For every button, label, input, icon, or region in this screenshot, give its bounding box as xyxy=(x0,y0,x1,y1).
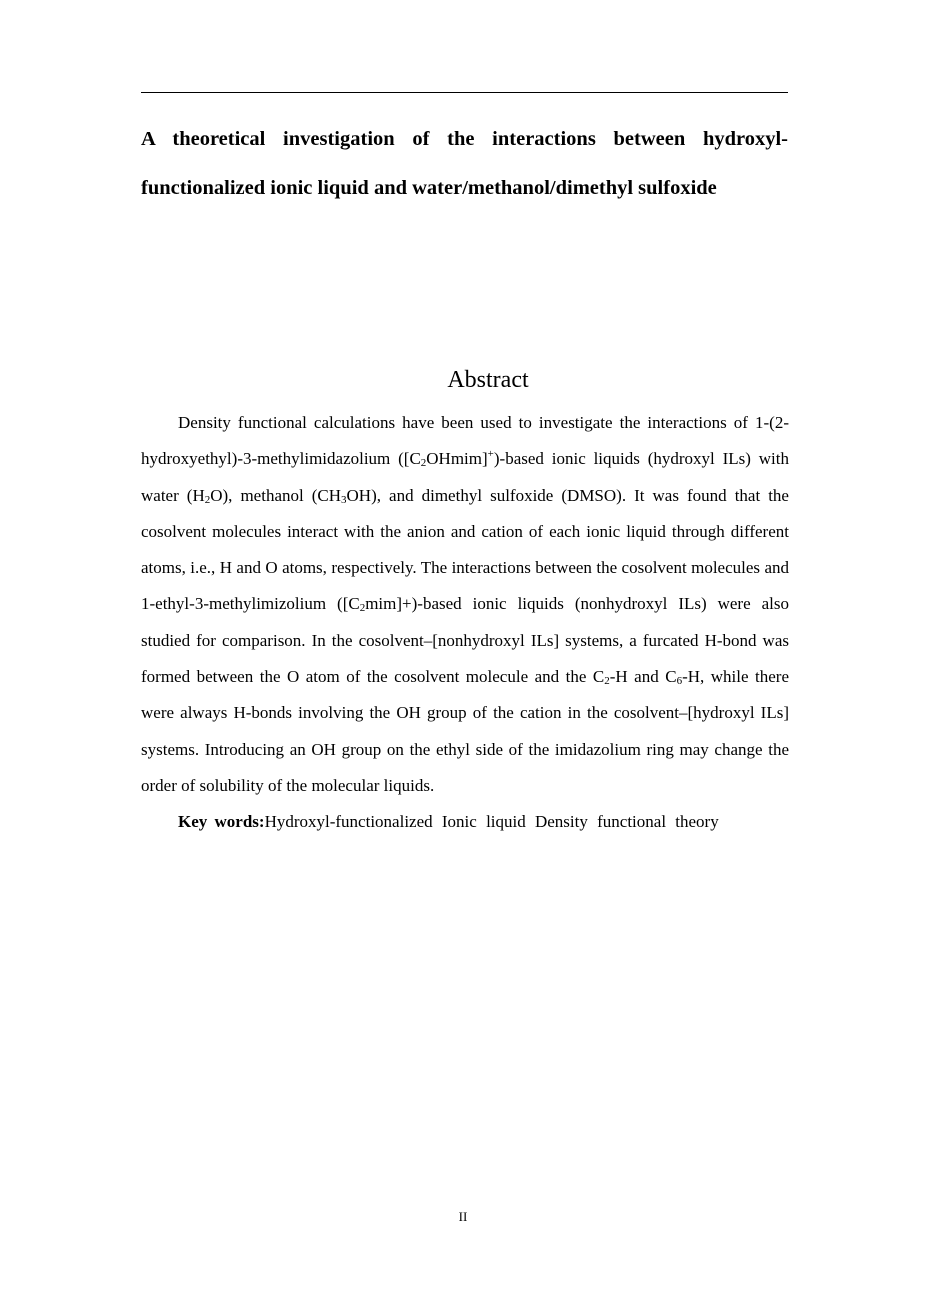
subscript: 6 xyxy=(676,675,683,688)
keywords-text: Hydroxyl-functionalized Ionic liquid Density functional theory xyxy=(264,812,719,832)
abstract-heading: Abstract xyxy=(447,367,529,393)
keywords-label: Key words: xyxy=(178,812,265,832)
page-number: II xyxy=(458,1209,468,1224)
abstract-text: OH), and dimethyl sulfoxide (DMSO). It was found that the cosolvent molecules interact with the anion and cation of each ionic liquid through different atoms, i.e., H and O atoms, respectively. The interactions between the cosolvent molecules and 1-ethyl-3-methylimizolium ([C xyxy=(141,485,789,614)
abstract-text: Density functional calculations have been used to investigate the interactions of 1-(2-hydroxyethyl)-3-methylimidazolium ([C xyxy=(141,413,789,469)
subscript: 2 xyxy=(204,493,211,506)
paper-title: A theoretical investigation of the interactions between hydroxyl-functionalized ionic liquid and water/methanol/dimethyl sulfoxide xyxy=(141,128,788,199)
abstract-text: mim]+)-based ionic liquids (nonhydroxyl ILs) were also studied for comparison. In the cosolvent–[nonhydroxyl ILs] systems, a furcated H-bond was formed between the O atom of the cosolvent molecule and the C xyxy=(141,594,789,687)
abstract-text: )-based ionic liquids (hydroxyl ILs) with water (H xyxy=(141,449,789,505)
abstract-body xyxy=(141,405,789,841)
subscript: 2 xyxy=(604,675,610,688)
subscript: 2 xyxy=(359,602,366,615)
header-rule xyxy=(141,92,788,93)
abstract-text: -H, while there were always H-bonds involving the OH group of the cation in the cosolvent–[hydroxyl ILs] systems. Introducing an OH group on the ethyl side of the imidazolium ring may change the order of solubility of the molecular liquids. xyxy=(141,667,789,795)
subscript: 2 xyxy=(420,457,427,470)
abstract-text: OHmim] xyxy=(426,449,488,469)
keywords-line xyxy=(141,804,789,840)
abstract-text: -H and C xyxy=(609,667,677,687)
abstract-paragraph xyxy=(141,405,789,804)
subscript: 3 xyxy=(341,493,347,506)
abstract-text: O), methanol (CH xyxy=(210,485,342,505)
superscript: + xyxy=(487,448,494,461)
